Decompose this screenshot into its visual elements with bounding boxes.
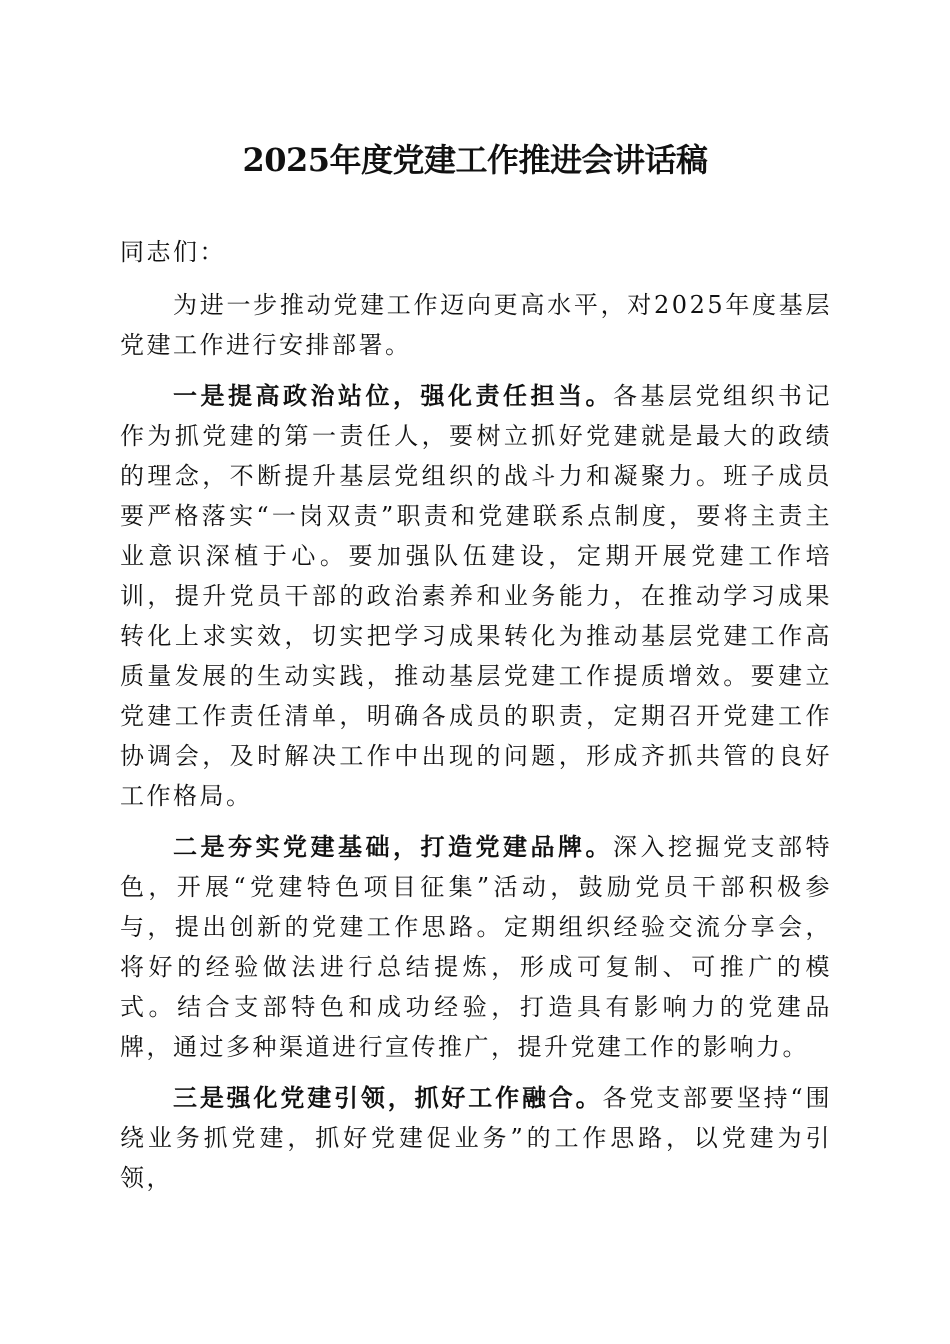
paragraph-point-two — [120, 827, 832, 1067]
paragraph-lead: 二是夯实党建基础，打造党建品牌。 — [173, 832, 613, 861]
paragraph-point-one — [120, 376, 832, 816]
paragraph-lead: 三是强化党建引领，抓好工作融合。 — [173, 1083, 603, 1112]
document-body — [120, 232, 832, 1209]
paragraph-text: 各基层党组织书记作为抓党建的第一责任人，要树立抓好党建就是最大的政绩的理念，不断提升基层党组织的战斗力和凝聚力。班子成员要严格落实“一岗双责”职责和党建联系点制度，要将主责主业意识深植于心。要加强队伍建设，定期开展党建工作培训，提升党员干部的政治素养和业务能力，在推动学习成果转化上求实效，切实把学习成果转化为推动基层党建工作高质量发展的生动实践，推动基层党建工作提质增效。要建立党建工作责任清单，明确各成员的职责，定期召开党建工作协调会，及时解决工作中出现的问题，形成齐抓共管的良好工作格局。 — [120, 382, 832, 810]
paragraph-intro — [120, 285, 832, 365]
document-title: 2025年度党建工作推进会讲话稿 — [242, 141, 708, 179]
paragraph-lead: 一是提高政治站位，强化责任担当。 — [173, 381, 613, 410]
paragraph-text: 为进一步推动党建工作迈向更高水平，对2025年度基层党建工作进行安排部署。 — [120, 291, 832, 359]
paragraph-text: 深入挖掘党支部特色，开展“党建特色项目征集”活动，鼓励党员干部积极参与，提出创新的党建工作思路。定期组织经验交流分享会，将好的经验做法进行总结提炼，形成可复制、可推广的模式。结合支部特色和成功经验，打造具有影响力的党建品牌，通过多种渠道进行宣传推广，提升党建工作的影响力。 — [120, 833, 832, 1061]
paragraph-text: 各党支部要坚持“围绕业务抓党建，抓好党建促业务”的工作思路，以党建为引领， — [120, 1084, 832, 1192]
paragraph-point-three — [120, 1078, 832, 1198]
salutation: 同志们： — [120, 238, 226, 266]
